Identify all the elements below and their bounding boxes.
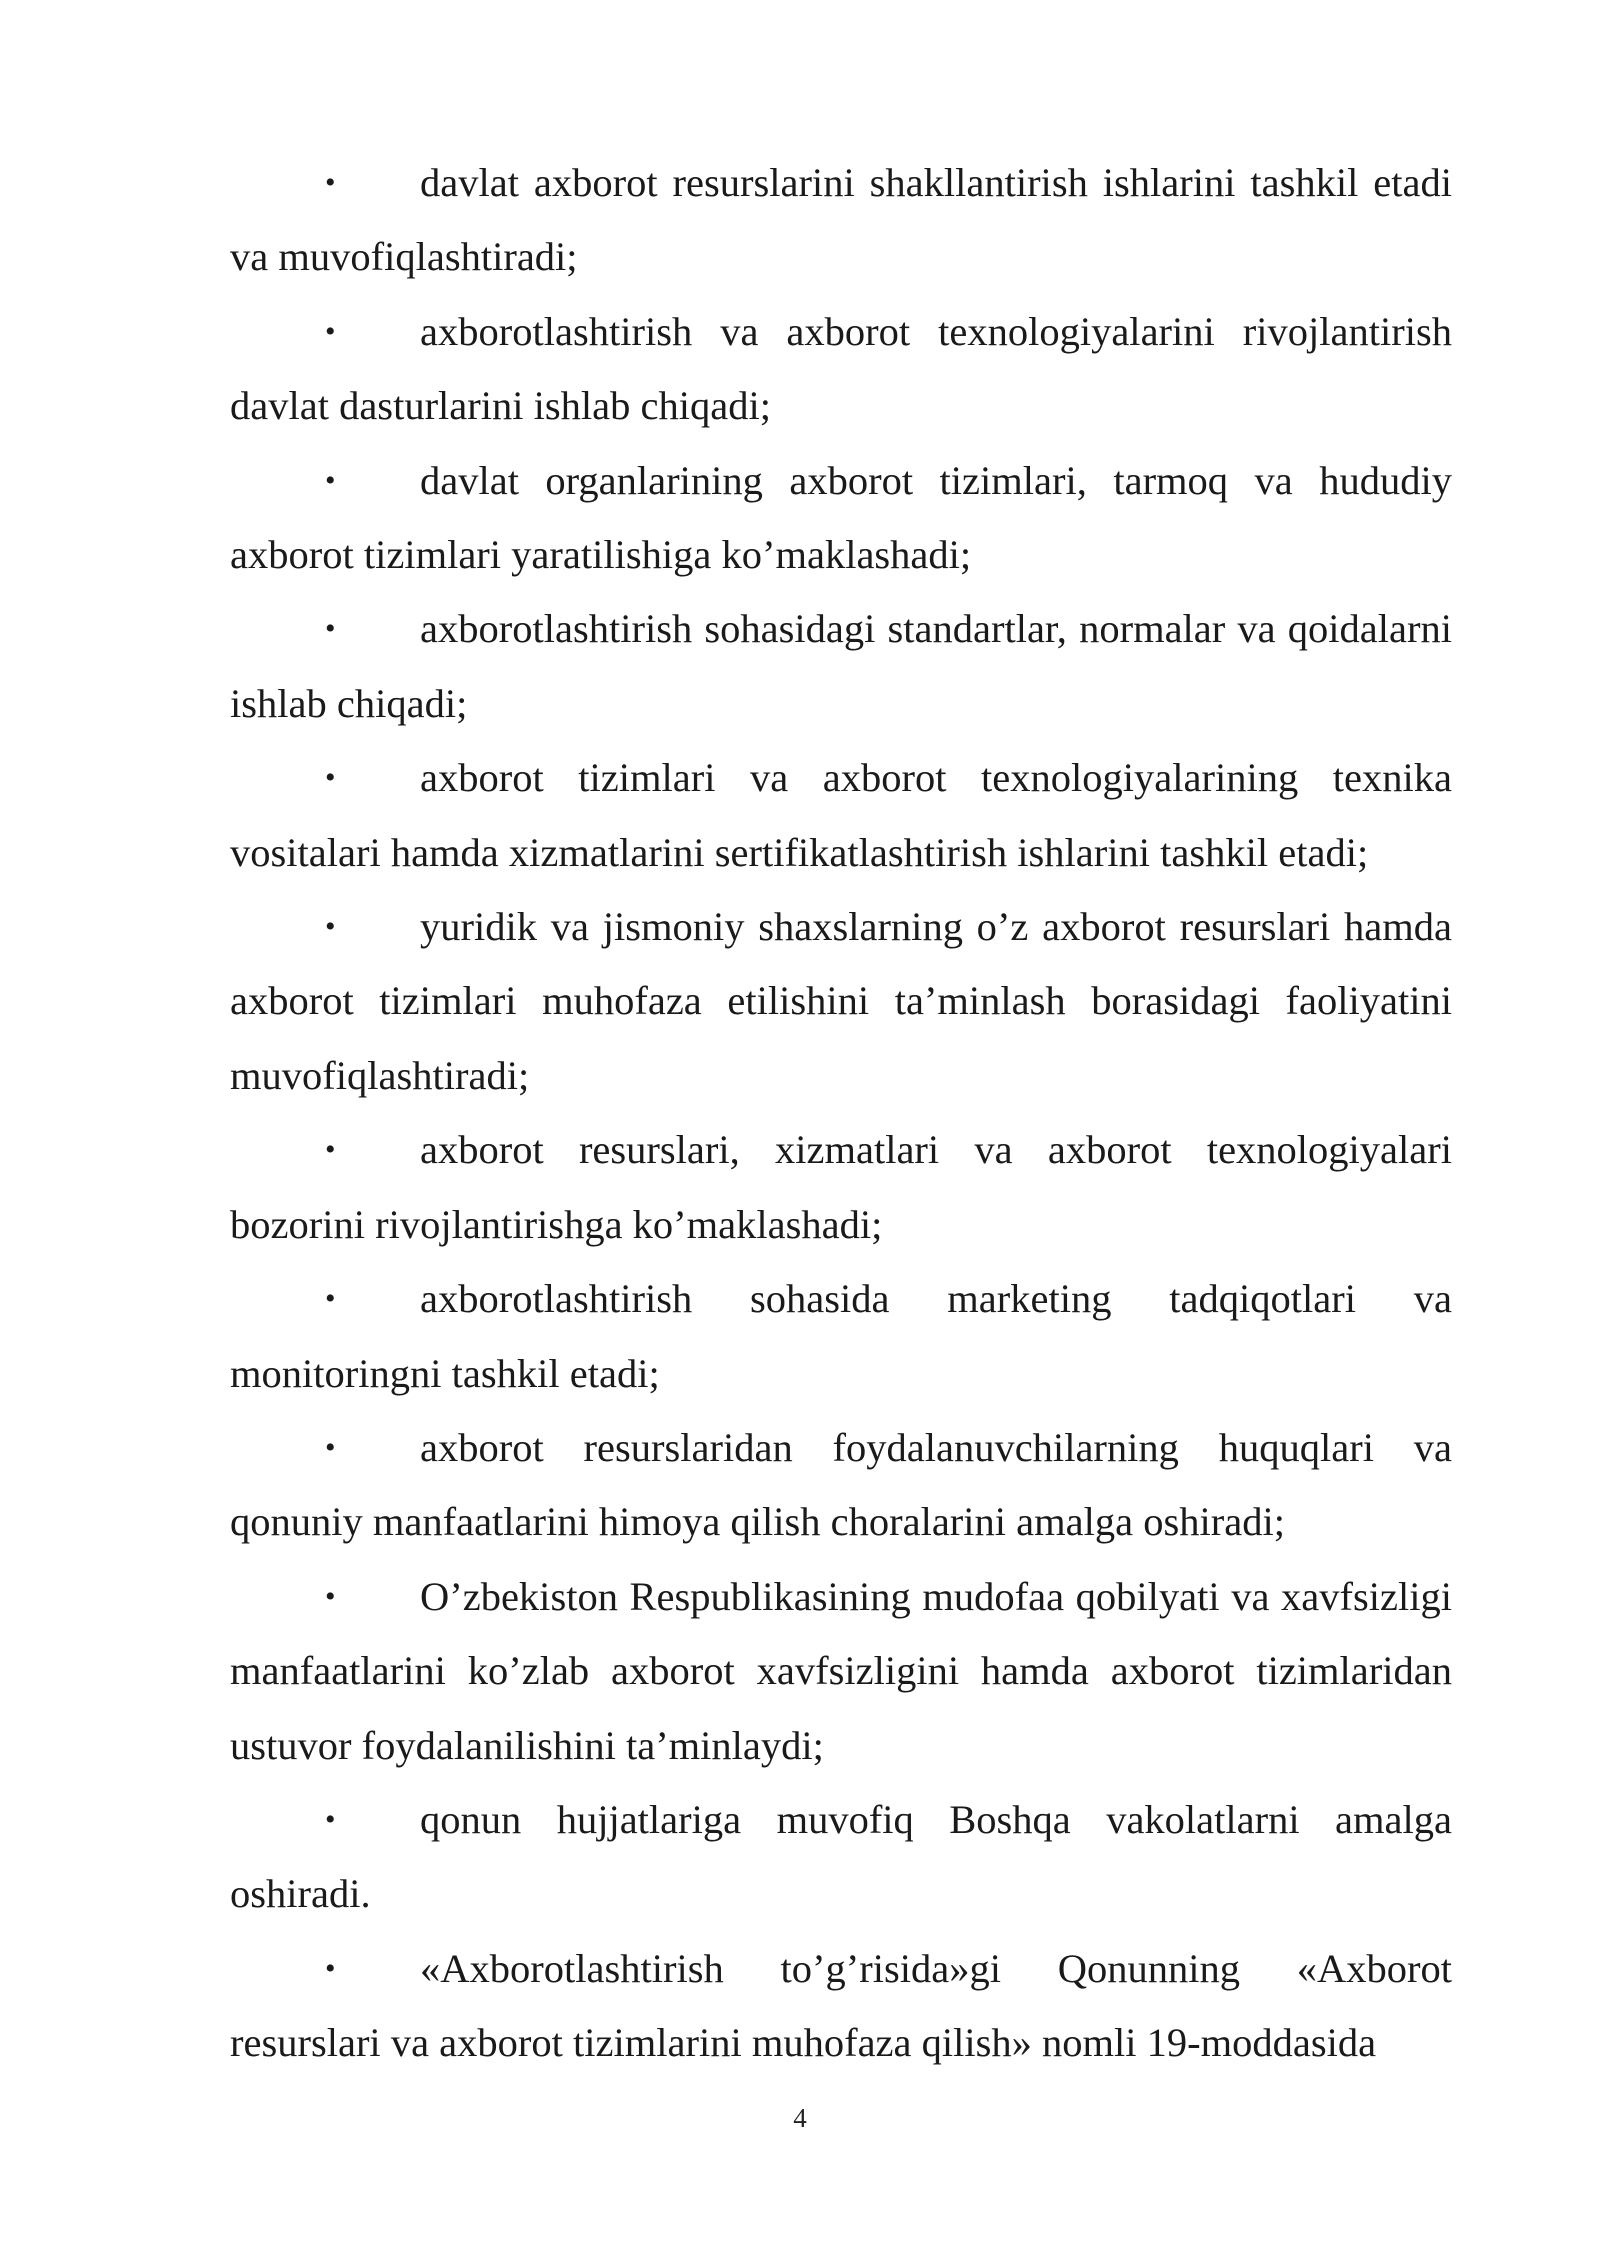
list-item-text: qonun hujjatlariga muvofiq Boshqa vakolatlarni amalga oshiradi. <box>230 1796 1452 1917</box>
list-item-text: axborot tizimlari va axborot texnologiyalarining texnika vositalari hamda xizmatlarini sertifikatlashtirish ishlarini tashkil etadi; <box>230 755 1452 875</box>
bullet-icon: • <box>325 166 336 199</box>
list-item-text: O’zbekiston Respublikasining mudofaa qobilyati va xavfsizligi manfaatlarini ko’zlab axborot xavfsizligini hamda axborot tizimlaridan ustuvor foydalanilishini ta’minlaydi; <box>230 1573 1452 1768</box>
list-item <box>230 1783 1452 1932</box>
bullet-icon: • <box>325 761 336 795</box>
list-item <box>230 592 1452 741</box>
list-item-text: axborot resurslaridan foydalanuvchilarning huquqlari va qonuniy manfaatlarini himoya qilish choralarini amalga oshiradi; <box>230 1424 1452 1545</box>
list-item <box>230 146 1452 295</box>
list-item <box>230 1932 1452 2081</box>
page-number: 4 <box>793 2103 807 2133</box>
bullet-icon: • <box>325 1579 336 1613</box>
list-item-text: axborotlashtirish sohasidagi standartlar, normalar va qoidalarni ishlab chiqadi; <box>230 606 1452 726</box>
list-item-text: «Axborotlashtirish to’g’risida»gi Qonunning «Axborot resurslari va axborot tizimlarini muhofaza qilish» nomli 19-moddasida <box>230 1945 1452 2066</box>
bullet-icon: • <box>325 612 336 646</box>
list-item-text: yuridik va jismoniy shaxslarning o’z axborot resurslari hamda axborot tizimlari muhofaza etilishini ta’minlash borasidagi faoliyatini muvofiqlashtiradi; <box>230 904 1452 1098</box>
list-item <box>230 1262 1452 1411</box>
bullet-icon: • <box>325 1430 336 1464</box>
bullet-icon: • <box>325 463 336 497</box>
list-item <box>230 890 1452 1113</box>
list-item <box>230 444 1452 593</box>
list-item <box>230 741 1452 890</box>
bullet-icon: • <box>325 1133 336 1167</box>
bullet-icon: • <box>325 1282 336 1316</box>
bullet-icon: • <box>325 1802 336 1836</box>
list-item <box>230 295 1452 444</box>
list-item <box>230 1411 1452 1560</box>
list-item-text: davlat organlarining axborot tizimlari, tarmoq va hududiy axborot tizimlari yaratilishiga ko’maklashadi; <box>230 457 1452 578</box>
list-item-text: axborotlashtirish sohasida marketing tadqiqotlari va monitoringni tashkil etadi; <box>230 1276 1452 1396</box>
list-item <box>230 1113 1452 1262</box>
list-item-text: davlat axborot resurslarini shakllantirish ishlarini tashkil etadi va muvofiqlashtiradi; <box>230 160 1452 280</box>
list-item-text: axborotlashtirish va axborot texnologiyalarini rivojlantirish davlat dasturlarini ishlab chiqadi; <box>230 308 1452 429</box>
bullet-icon: • <box>325 910 336 944</box>
list-item-text: axborot resurslari, xizmatlari va axborot texnologiyalari bozorini rivojlantirishga ko’maklashadi; <box>230 1127 1452 1247</box>
document-body <box>230 146 1452 2081</box>
list-item <box>230 1560 1452 1783</box>
bullet-icon: • <box>325 1951 336 1985</box>
bullet-icon: • <box>325 314 336 348</box>
